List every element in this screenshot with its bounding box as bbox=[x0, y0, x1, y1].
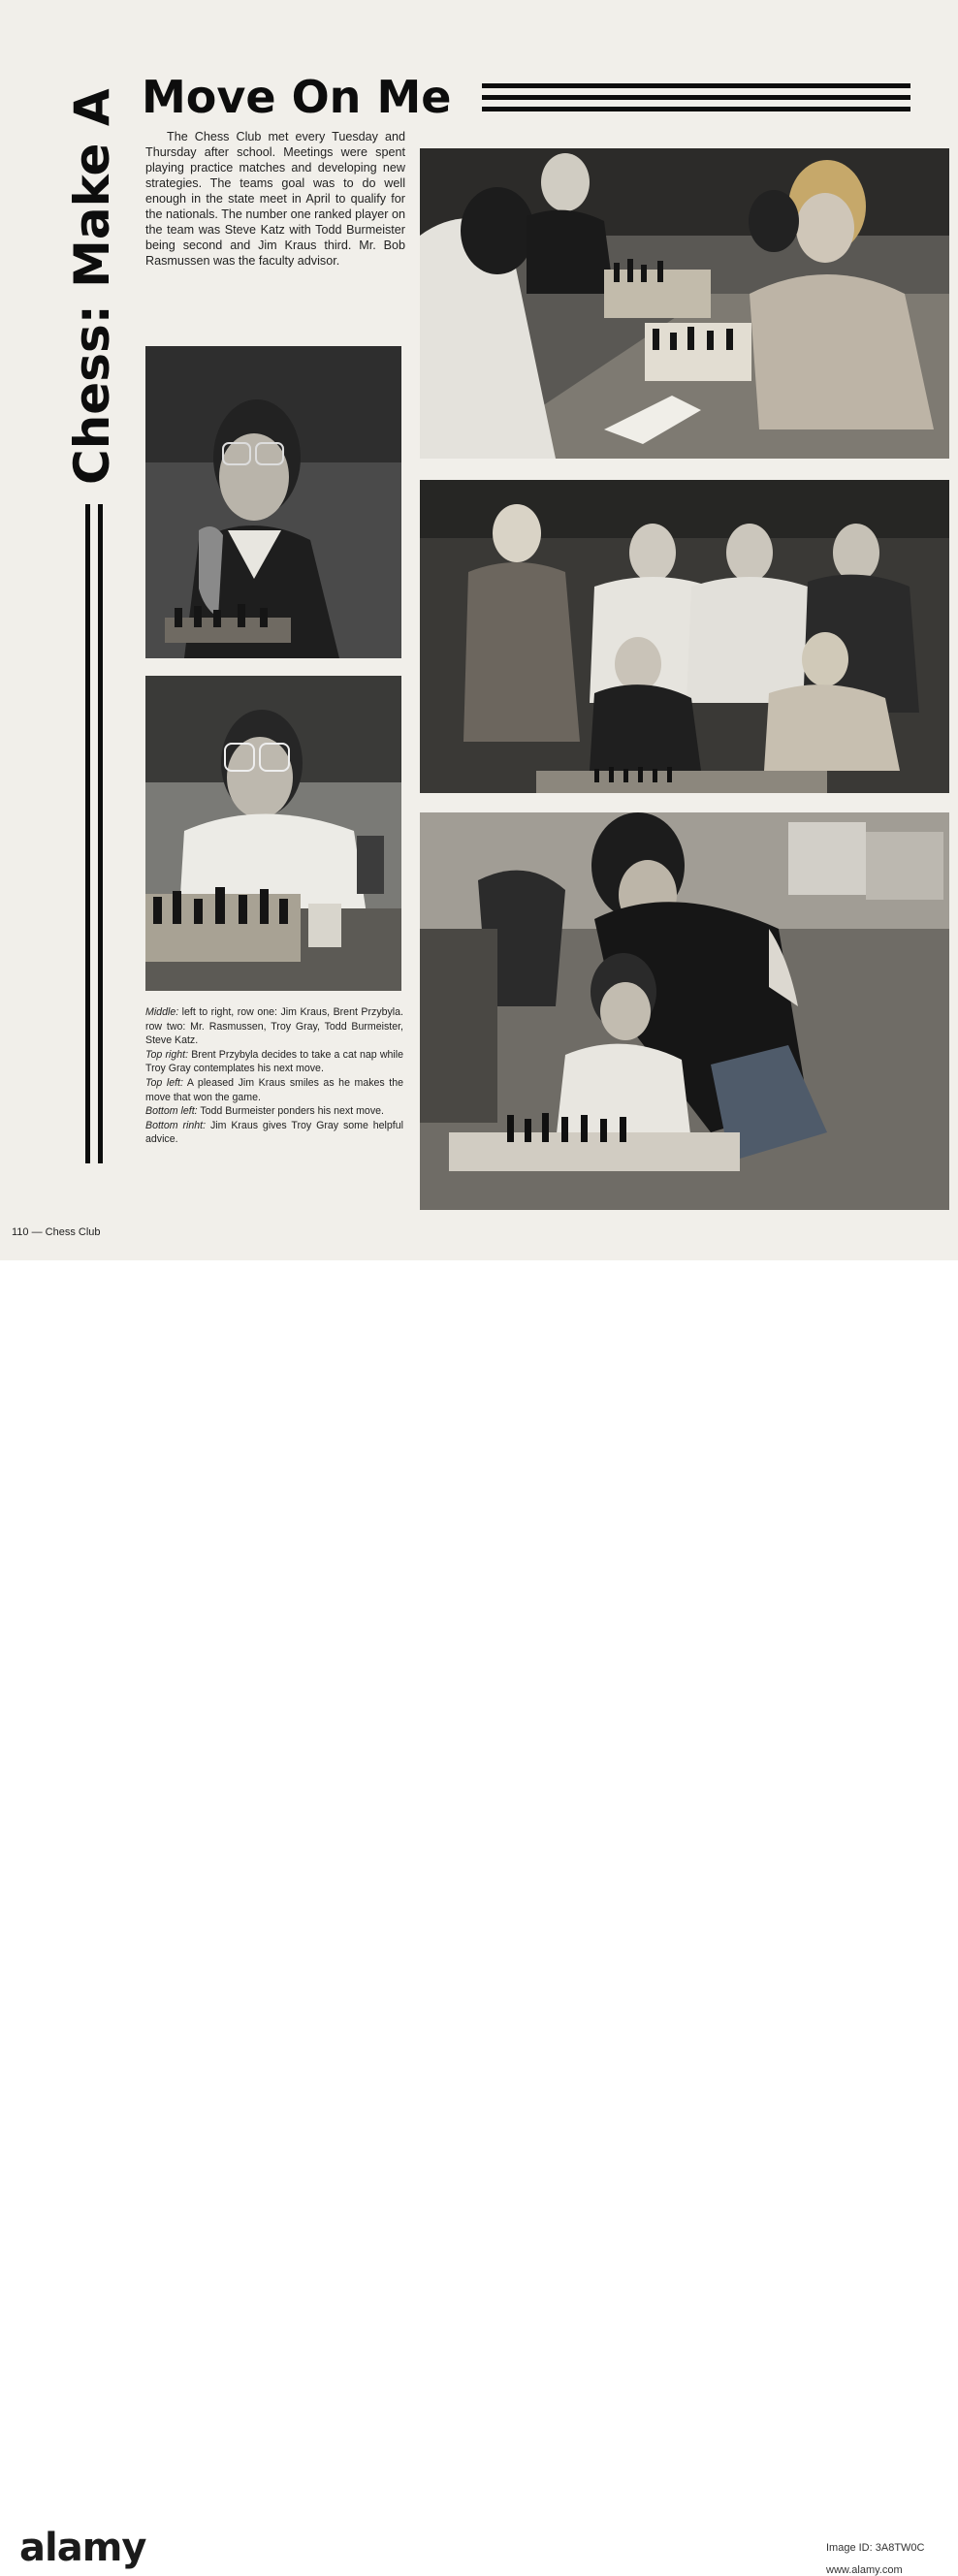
title-rule-top bbox=[482, 83, 910, 88]
yearbook-page bbox=[0, 0, 958, 1260]
caption-label: Middle: bbox=[145, 1006, 179, 1018]
photo-bottom-left bbox=[145, 676, 401, 991]
title-rule-middle bbox=[482, 95, 910, 100]
vertical-section-title: Chess: Make A bbox=[64, 88, 120, 485]
image-id-label: Image ID: 3A8TW0C bbox=[826, 2542, 925, 2554]
caption-label: Bottom rinht: bbox=[145, 1119, 207, 1131]
caption-bottom-left bbox=[145, 1104, 403, 1119]
watermark-footer bbox=[0, 1260, 958, 2576]
caption-text: left to right, row one: Jim Kraus, Brent Przybyla. row two: Mr. Rasmussen, Troy Gray, Todd Burmeister, Steve Katz. bbox=[145, 1006, 403, 1047]
photo-captions bbox=[145, 1005, 403, 1147]
vertical-rule-left bbox=[85, 504, 90, 1163]
page-title: Move On Me bbox=[142, 71, 452, 123]
caption-label: Bottom left: bbox=[145, 1105, 198, 1118]
photo-middle-right bbox=[420, 480, 949, 793]
watermark-logo: alamy bbox=[19, 2526, 146, 2570]
caption-top-right bbox=[145, 1048, 403, 1076]
photo-top-right bbox=[420, 148, 949, 459]
caption-text: Todd Burmeister ponders his next move. bbox=[197, 1105, 384, 1118]
caption-top-left bbox=[145, 1076, 403, 1104]
caption-label: Top left: bbox=[145, 1076, 183, 1089]
intro-paragraph: The Chess Club met every Tuesday and Thursday after school. Meetings were spent playing practice matches and developing new strategies. The teams goal was to do well enough in the state meet in April to qualify for the nationals. The number one ranked player on the team was Steve Katz with Todd Burmeister being second and Jim Kraus third. Mr. Bob Rasmussen was the faculty advisor. bbox=[145, 130, 405, 268]
page-folio: 110 — Chess Club bbox=[12, 1226, 101, 1238]
watermark-site: www.alamy.com bbox=[826, 2564, 903, 2576]
caption-text: A pleased Jim Kraus smiles as he makes the move that won the game. bbox=[145, 1076, 403, 1103]
caption-text: Brent Przybyla decides to take a cat nap while Troy Gray contemplates his next move. bbox=[145, 1048, 403, 1075]
caption-bottom-right bbox=[145, 1119, 403, 1147]
title-rule-bottom bbox=[482, 107, 910, 111]
caption-label: Top right: bbox=[145, 1048, 189, 1061]
caption-middle bbox=[145, 1005, 403, 1048]
photo-bottom-right bbox=[420, 812, 949, 1210]
caption-text: Jim Kraus gives Troy Gray some helpful advice. bbox=[145, 1119, 403, 1146]
vertical-rule-right bbox=[98, 504, 103, 1163]
photo-top-left bbox=[145, 346, 401, 658]
